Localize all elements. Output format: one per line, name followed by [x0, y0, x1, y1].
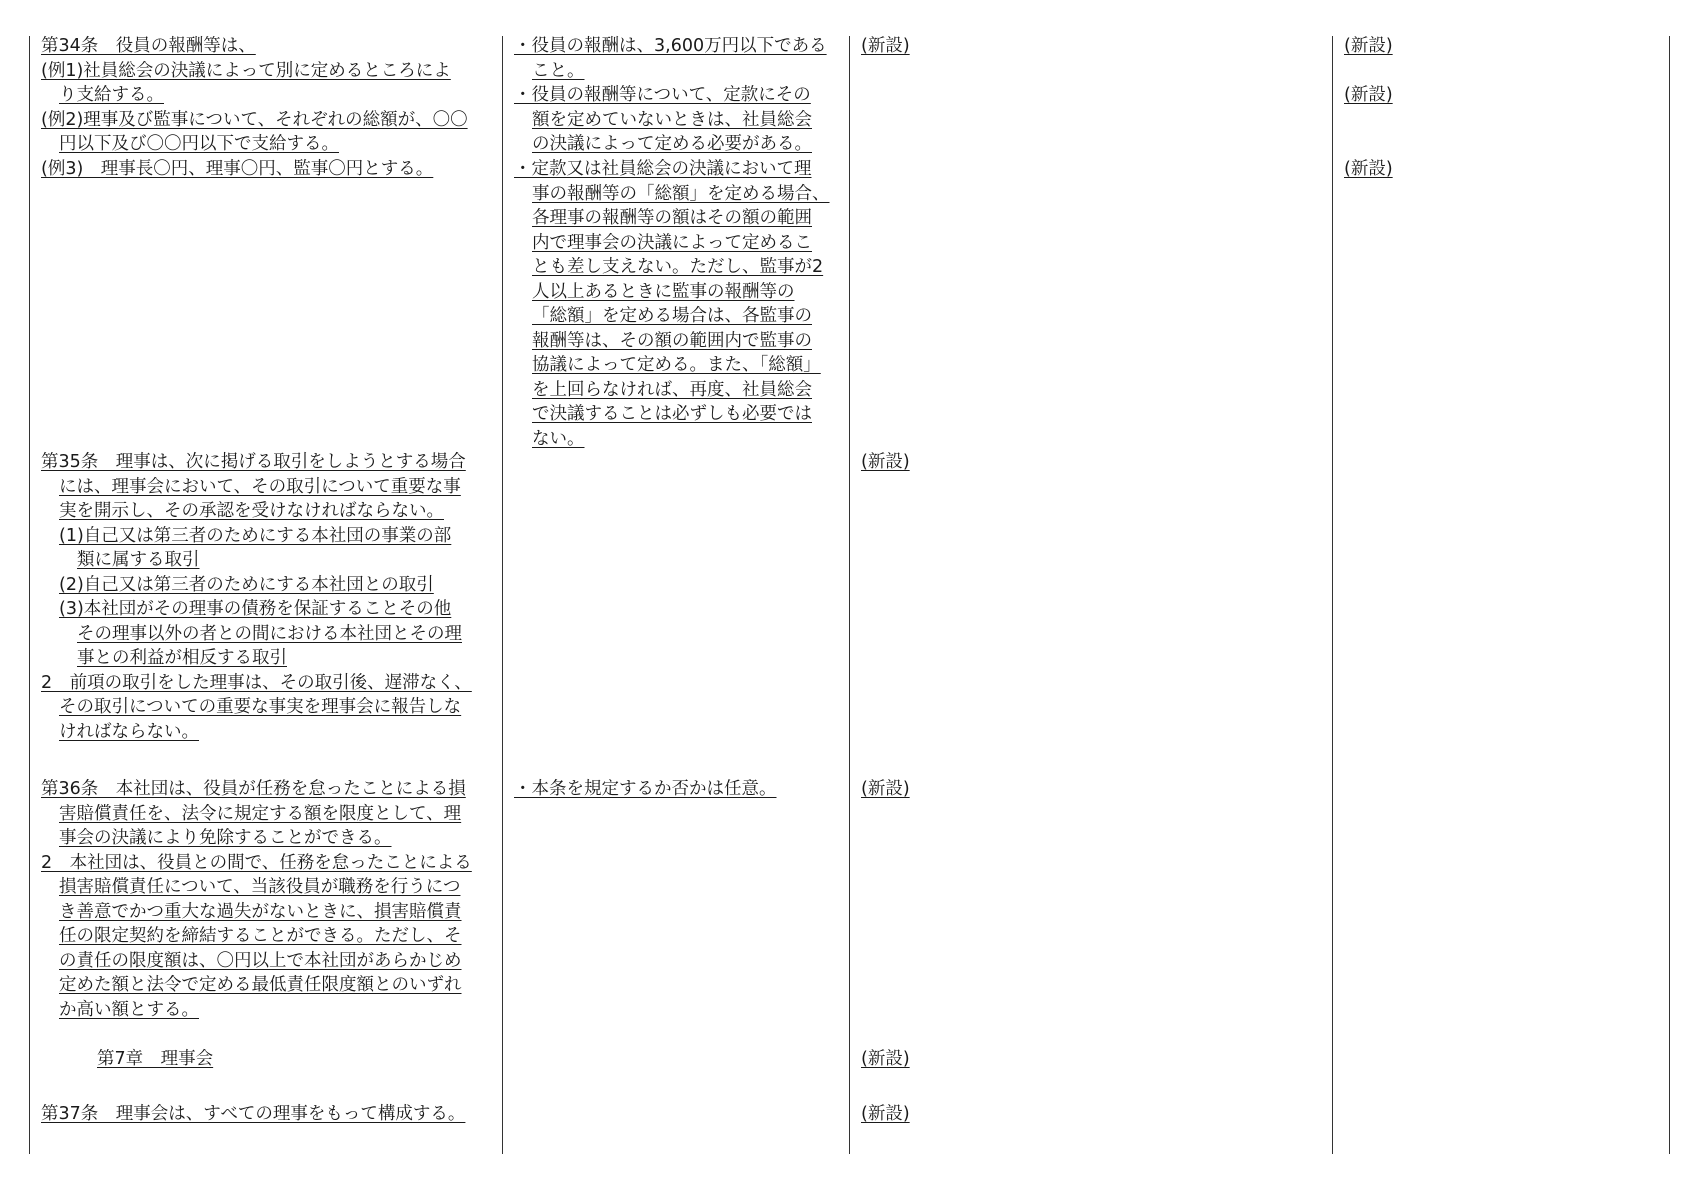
column-divider-1 — [502, 36, 503, 1154]
article-34-line: (例2)理事及び監事について、それぞれの総額が、〇〇 — [41, 109, 468, 130]
article-36 — [41, 777, 472, 1022]
article-35-item: (1)自己又は第三者のためにする本社団の事業の部 — [59, 525, 452, 546]
note-line: 報酬等は、その額の範囲内で監事の — [532, 330, 812, 351]
article-34-line: 円以下及び〇〇円以下で支給する。 — [59, 134, 339, 154]
article-36-line: 事会の決議により免除することができる。 — [59, 828, 392, 848]
new-provision-tag: (新設) — [861, 36, 910, 56]
article-34-line: 第34条 役員の報酬等は、 — [41, 36, 256, 56]
note-3 — [514, 157, 830, 451]
chapter-7-heading: 第7章 理事会 — [97, 1049, 214, 1069]
article-34-line: り支給する。 — [59, 85, 164, 105]
new-provision-tag: (新設) — [1344, 85, 1393, 105]
article-35 — [41, 450, 472, 744]
article-35-line: 実を開示し、その承認を受けなければならない。 — [59, 501, 444, 521]
article-36-paragraph-2: 2 本社団は、役員との間で、任務を怠ったことによる — [41, 852, 472, 873]
note-line: 協議によって定める。また、「総額」 — [532, 355, 821, 375]
note-2 — [514, 83, 812, 157]
new-provision-tag: (新設) — [861, 1104, 910, 1124]
article-35-item: (3)本社団がその理事の債務を保証することその他 — [59, 599, 452, 619]
note-line: で決議することは必ずしも必要では — [532, 404, 812, 424]
article-35-line: 第35条 理事は、次に掲げる取引をしようとする場合 — [41, 452, 466, 472]
note-line: 人以上あるときに監事の報酬等の — [532, 281, 795, 302]
article-36-paragraph-2: 定めた額と法令で定める最低責任限度額とのいずれ — [59, 975, 462, 995]
article-36-paragraph-2: 任の限定契約を締結することができる。ただし、そ — [59, 926, 462, 946]
column-divider-3 — [1332, 36, 1333, 1154]
new-provision-tag: (新設) — [861, 452, 910, 472]
article-35-paragraph-2: ければならない。 — [59, 721, 199, 742]
article-36-line: 害賠償責任を、法令に規定する額を限度として、理 — [59, 803, 462, 824]
note-line: 「総額」を定める場合は、各監事の — [532, 306, 812, 326]
article-35-line: には、理事会において、その取引について重要な事 — [59, 476, 461, 497]
article-34-line: (例1)社員総会の決議によって別に定めるところによ — [41, 60, 451, 81]
note-4: ・本条を規定するか否かは任意。 — [514, 779, 777, 799]
note-line: 事の報酬等の「総額」を定める場合、 — [532, 183, 830, 204]
note-line: 額を定めていないときは、社員総会 — [532, 109, 812, 130]
new-provision-tag: (新設) — [861, 1049, 910, 1069]
note-line: を上回らなければ、再度、社員総会 — [532, 379, 812, 400]
article-35-item: 類に属する取引 — [77, 550, 200, 570]
note-line: 内で理事会の決議によって定めるこ — [532, 232, 812, 253]
note-line: こと。 — [532, 60, 585, 81]
column-divider-2 — [849, 36, 850, 1154]
note-line: ・役員の報酬は、3,600万円以下である — [514, 36, 827, 56]
article-35-paragraph-2: その取引についての重要な事実を理事会に報告しな — [59, 697, 462, 717]
article-36-paragraph-2: か高い額とする。 — [59, 999, 199, 1020]
article-35-item: (2)自己又は第三者のためにする本社団との取引 — [59, 574, 434, 595]
article-36-paragraph-2: の責任の限度額は、〇円以上で本社団があらかじめ — [59, 950, 462, 971]
note-line: ない。 — [532, 428, 585, 449]
article-34-line: (例3) 理事長〇円、理事〇円、監事〇円とする。 — [41, 158, 434, 179]
article-35-paragraph-2: 2 前項の取引をした理事は、その取引後、遅滞なく、 — [41, 672, 472, 693]
article-35-item: その理事以外の者との間における本社団とその理 — [77, 623, 462, 644]
note-line: 各理事の報酬等の額はその額の範囲 — [532, 208, 812, 228]
new-provision-tag: (新設) — [1344, 159, 1393, 179]
new-provision-tag: (新設) — [1344, 36, 1393, 56]
note-line: とも差し支えない。ただし、監事が2 — [532, 257, 824, 277]
note-line: ・役員の報酬等について、定款にその — [514, 85, 811, 105]
table-border-right — [1669, 36, 1670, 1154]
article-36-paragraph-2: き善意でかつ重大な過失がないときに、損害賠償責 — [59, 901, 462, 922]
new-provision-tag: (新設) — [861, 779, 910, 799]
note-1 — [514, 34, 827, 83]
article-36-line: 第36条 本社団は、役員が任務を怠ったことによる損 — [41, 779, 466, 799]
note-line: の決議によって定める必要がある。 — [532, 134, 812, 154]
article-36-paragraph-2: 損害賠償責任について、当該役員が職務を行うにつ — [59, 877, 461, 897]
article-37: 第37条 理事会は、すべての理事をもって構成する。 — [41, 1104, 466, 1124]
article-34 — [41, 34, 468, 181]
note-line: ・定款又は社員総会の決議において理 — [514, 159, 812, 179]
article-35-item: 事との利益が相反する取引 — [77, 648, 287, 668]
table-border-left — [29, 36, 30, 1154]
